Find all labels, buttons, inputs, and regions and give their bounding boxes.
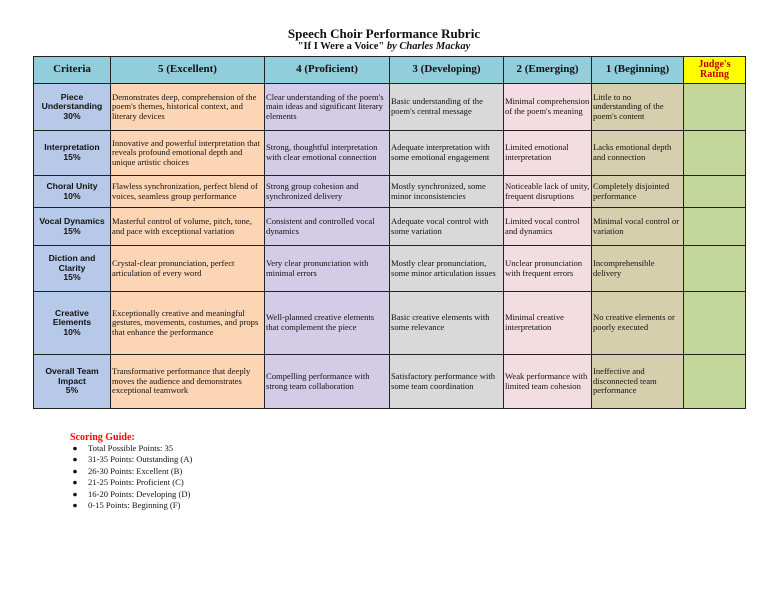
descriptor-beginning: Incomprehensible delivery bbox=[592, 246, 684, 292]
descriptor-developing: Basic understanding of the poem's central message bbox=[390, 84, 504, 131]
criteria-weight: 15% bbox=[63, 272, 81, 283]
table-row bbox=[34, 176, 746, 208]
descriptor-beginning: Ineffective and disconnected team performance bbox=[592, 355, 684, 409]
descriptor-developing: Satisfactory performance with some team coordination bbox=[390, 355, 504, 409]
descriptor-beginning: Little to no understanding of the poem's content bbox=[592, 84, 684, 131]
descriptor-proficient: Clear understanding of the poem's main ideas and significant literary elements bbox=[265, 84, 390, 131]
scoring-item-text: 31-35 Points: Outstanding (A) bbox=[88, 454, 193, 465]
criteria-cell bbox=[34, 208, 111, 246]
judge-rating-cell[interactable] bbox=[684, 131, 746, 176]
descriptor-emerging: Minimal comprehension of the poem's meaning bbox=[504, 84, 592, 131]
scoring-item-text: 21-25 Points: Proficient (C) bbox=[88, 477, 184, 488]
descriptor-excellent: Transformative performance that deeply moves the audience and demonstrates exceptional teamwork bbox=[111, 355, 265, 409]
judge-rating-cell[interactable] bbox=[684, 84, 746, 131]
descriptor-proficient: Strong, thoughtful interpretation with clear emotional connection bbox=[265, 131, 390, 176]
criteria-name: Piece Understanding bbox=[41, 91, 103, 112]
descriptor-beginning: Completely disjointed performance bbox=[592, 176, 684, 208]
descriptor-developing: Basic creative elements with some relevance bbox=[390, 292, 504, 355]
descriptor-excellent: Flawless synchronization, perfect blend of voices, seamless group performance bbox=[111, 176, 265, 208]
bullet-icon: ● bbox=[72, 465, 78, 476]
scoring-item bbox=[72, 477, 192, 488]
criteria-cell bbox=[34, 246, 111, 292]
criteria-weight: 5% bbox=[65, 385, 79, 396]
criteria-cell bbox=[34, 84, 111, 131]
rubric-table bbox=[33, 56, 746, 409]
descriptor-developing: Adequate vocal control with some variation bbox=[390, 208, 504, 246]
judge-rating-cell[interactable] bbox=[684, 208, 746, 246]
descriptor-proficient: Consistent and controlled vocal dynamics bbox=[265, 208, 390, 246]
descriptor-excellent: Crystal-clear pronunciation, perfect articulation of every word bbox=[111, 246, 265, 292]
scoring-item bbox=[72, 488, 192, 500]
scoring-item bbox=[72, 454, 193, 465]
bullet-icon: ● bbox=[72, 443, 78, 453]
descriptor-developing: Adequate interpretation with some emotional engagement bbox=[390, 131, 504, 176]
poem-author: by Charles Mackay bbox=[386, 41, 471, 52]
criteria-name: Diction and Clarity bbox=[48, 253, 96, 273]
criteria-cell bbox=[34, 176, 111, 208]
criteria-cell bbox=[34, 355, 111, 409]
bullet-icon: ● bbox=[72, 500, 78, 511]
bullet-icon: ● bbox=[72, 454, 78, 465]
descriptor-proficient: Strong group cohesion and synchronized delivery bbox=[265, 176, 390, 208]
criteria-name: Interpretation bbox=[44, 142, 100, 153]
descriptor-developing: Mostly synchronized, some minor inconsistencies bbox=[390, 176, 504, 208]
descriptor-emerging: Minimal creative interpretation bbox=[504, 292, 592, 355]
criteria-weight: 15% bbox=[63, 225, 81, 236]
descriptor-excellent: Masterful control of volume, pitch, tone, and pace with exceptional variation bbox=[111, 208, 265, 246]
descriptor-proficient: Compelling performance with strong team collaboration bbox=[265, 355, 390, 409]
page-title: Speech Choir Performance Rubric bbox=[287, 26, 481, 41]
table-row bbox=[34, 84, 746, 131]
descriptor-emerging: Limited vocal control and dynamics bbox=[504, 208, 592, 246]
scoring-guide-title: Scoring Guide: bbox=[70, 432, 135, 443]
criteria-weight: 10% bbox=[63, 190, 81, 201]
criteria-weight: 15% bbox=[63, 152, 81, 162]
criteria-weight: 30% bbox=[63, 110, 81, 121]
descriptor-beginning: Lacks emotional depth and connection bbox=[592, 131, 684, 176]
descriptor-proficient: Very clear pronunciation with minimal errors bbox=[265, 246, 390, 292]
descriptor-emerging: Limited emotional interpretation bbox=[504, 131, 592, 176]
poem-title: "If I Were a Voice" bbox=[297, 41, 385, 52]
header-excellent: 5 (Excellent) bbox=[111, 57, 265, 84]
criteria-cell bbox=[34, 131, 111, 176]
descriptor-developing: Mostly clear pronunciation, some minor articulation issues bbox=[390, 246, 504, 292]
judge-rating-cell[interactable] bbox=[684, 355, 746, 409]
scoring-item-text: 26-30 Points: Excellent (B) bbox=[88, 465, 183, 476]
descriptor-excellent: Exceptionally creative and meaningful gestures, movements, costumes, and props that enhance the performance bbox=[111, 292, 265, 355]
table-row bbox=[34, 355, 746, 409]
scoring-guide bbox=[70, 432, 192, 511]
criteria-cell bbox=[34, 292, 111, 355]
scoring-item bbox=[72, 465, 192, 477]
table-row bbox=[34, 246, 746, 292]
table-row bbox=[34, 208, 746, 246]
criteria-weight: 10% bbox=[63, 326, 81, 337]
scoring-list bbox=[70, 443, 192, 511]
criteria-name: Vocal Dynamics bbox=[39, 215, 105, 226]
descriptor-proficient: Well-planned creative elements that complement the piece bbox=[265, 292, 390, 355]
judge-rating-cell[interactable] bbox=[684, 292, 746, 355]
criteria-name: Overall Team Impact bbox=[45, 366, 99, 386]
bullet-icon: ● bbox=[72, 477, 78, 488]
header-beginning: 1 (Beginning) bbox=[592, 57, 684, 84]
header-developing: 3 (Developing) bbox=[390, 57, 504, 84]
judge-rating-cell[interactable] bbox=[684, 246, 746, 292]
scoring-item-text: 16-20 Points: Developing (D) bbox=[88, 488, 191, 499]
header-proficient: 4 (Proficient) bbox=[265, 57, 390, 84]
page-subtitle bbox=[0, 41, 768, 52]
header-row bbox=[34, 57, 746, 84]
criteria-name: Choral Unity bbox=[46, 180, 98, 191]
descriptor-emerging: Noticeable lack of unity, frequent disruptions bbox=[504, 176, 592, 208]
descriptor-emerging: Weak performance with limited team cohesion bbox=[504, 355, 592, 409]
header-emerging: 2 (Emerging) bbox=[504, 57, 592, 84]
descriptor-beginning: No creative elements or poorly executed bbox=[592, 292, 684, 355]
table-row bbox=[34, 292, 746, 355]
criteria-name: Creative Elements bbox=[52, 307, 92, 328]
header-criteria: Criteria bbox=[34, 57, 111, 84]
descriptor-emerging: Unclear pronunciation with frequent errors bbox=[504, 246, 592, 292]
descriptor-excellent: Innovative and powerful interpretation that reveals profound emotional depth and unique artistic choices bbox=[111, 131, 265, 176]
scoring-item bbox=[72, 443, 192, 454]
descriptor-excellent: Demonstrates deep, comprehension of the poem's themes, historical context, and literary devices bbox=[111, 84, 265, 131]
scoring-item-text: Total Possible Points: 35 bbox=[88, 443, 174, 453]
descriptor-beginning: Minimal vocal control or variation bbox=[592, 208, 684, 246]
header-judges-rating: Judge's Rating bbox=[684, 57, 746, 84]
scoring-item bbox=[72, 500, 192, 511]
bullet-icon: ● bbox=[72, 488, 78, 499]
scoring-item-text: 0-15 Points: Beginning (F) bbox=[88, 500, 181, 511]
judge-rating-cell[interactable] bbox=[684, 176, 746, 208]
table-row bbox=[34, 131, 746, 176]
